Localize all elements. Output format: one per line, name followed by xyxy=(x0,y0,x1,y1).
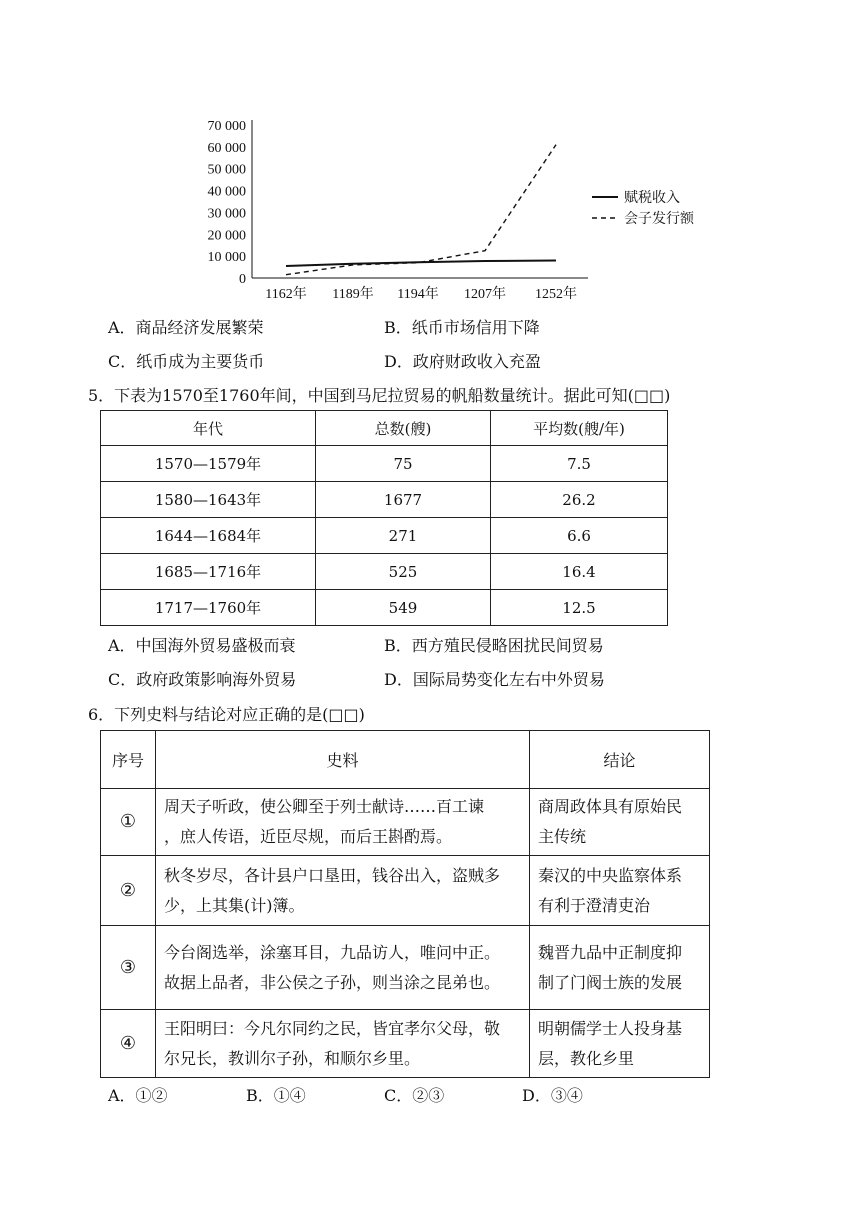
x-tick-label: 1189年 xyxy=(332,287,374,302)
q6-stem: 6．下列史料与结论对应正确的是(□□) xyxy=(88,705,365,724)
conclusion-cell xyxy=(530,1010,710,1078)
q6-option-c[interactable]: C．②③ xyxy=(384,1086,445,1105)
table-cell: 6.6 xyxy=(491,518,668,554)
table-cell: 525 xyxy=(316,554,491,590)
series-layer xyxy=(286,145,556,275)
table-cell: 26.2 xyxy=(491,482,668,518)
table-row xyxy=(101,856,710,926)
table-cell: 75 xyxy=(316,446,491,482)
x-tick-label: 1194年 xyxy=(397,287,439,302)
x-tick-label: 1162年 xyxy=(265,287,307,302)
table-header-cell: 结论 xyxy=(530,731,710,789)
table-header-cell: 序号 xyxy=(101,731,156,789)
q5-option-b[interactable]: B．西方殖民侵略困扰民间贸易 xyxy=(384,636,604,655)
table-cell: 549 xyxy=(316,590,491,626)
q5-stem: 5．下表为1570至1760年间，中国到马尼拉贸易的帆船数量统计。据此可知(□□) xyxy=(88,386,671,405)
chart-legend xyxy=(592,189,695,227)
source-line: 尔兄长，教训尔子孙，和顺尔乡里。 xyxy=(164,1048,421,1068)
table-header-row xyxy=(101,411,668,446)
conclusion-cell xyxy=(530,856,710,926)
conclusion-line: 魏晋九品中正制度抑 xyxy=(538,942,683,962)
conclusion-line: 主传统 xyxy=(538,827,587,846)
legend-label-1: 赋税收入 xyxy=(624,191,680,206)
legend-label-2: 会子发行额 xyxy=(624,212,694,227)
row-number: ③ xyxy=(101,926,156,1010)
q6-option-a[interactable]: A．①② xyxy=(108,1086,168,1105)
table-cell: 1677 xyxy=(316,482,491,518)
table-header-cell: 年代 xyxy=(101,411,316,446)
table-row xyxy=(101,482,668,518)
q4-option-b[interactable]: B．纸币市场信用下降 xyxy=(384,318,540,337)
source-line: 周天子听政，使公卿至于列士献诗……百工谏 xyxy=(164,797,485,816)
table-cell: 271 xyxy=(316,518,491,554)
table-row xyxy=(101,789,710,856)
table-cell: 16.4 xyxy=(491,554,668,590)
y-tick-label: 0 xyxy=(239,272,246,287)
y-tick-label: 40 000 xyxy=(207,184,246,200)
y-tick-label: 20 000 xyxy=(207,228,246,244)
table-row xyxy=(101,926,710,1010)
y-tick-label: 10 000 xyxy=(207,250,246,266)
source-line: 故据上品者，非公侯之子孙，则当涂之昆弟也。 xyxy=(164,972,501,992)
table-cell: 12.5 xyxy=(491,590,668,626)
row-number: ④ xyxy=(101,1010,156,1078)
table-header-cell: 平均数(艘/年) xyxy=(491,411,668,446)
q4-option-d[interactable]: D．政府财政收入充盈 xyxy=(384,352,541,371)
table-row xyxy=(101,518,668,554)
table-header-cell: 总数(艘) xyxy=(316,411,491,446)
y-axis-ticks xyxy=(208,119,247,287)
row-number: ① xyxy=(101,789,156,856)
x-tick-label: 1207年 xyxy=(464,287,506,302)
table-cell: 1685—1716年 xyxy=(101,554,316,590)
y-tick-label: 50 000 xyxy=(207,162,246,178)
source-cell xyxy=(156,926,530,1010)
conclusion-cell xyxy=(530,789,710,856)
conclusion-line: 商周政体具有原始民 xyxy=(538,797,683,816)
source-line: ，庶人传语，近臣尽规，而后王斟酌焉。 xyxy=(164,827,453,846)
y-tick-label: 30 000 xyxy=(207,206,246,222)
q5-option-a[interactable]: A．中国海外贸易盛极而衰 xyxy=(108,636,296,655)
table-cell: 1580—1643年 xyxy=(101,482,316,518)
q5-table xyxy=(100,410,668,626)
source-line: 少，上其集(计)簿。 xyxy=(164,895,305,915)
table-cell: 7.5 xyxy=(491,446,668,482)
table-header-row xyxy=(101,731,710,789)
table-cell: 1570—1579年 xyxy=(101,446,316,482)
x-tick-label: 1252年 xyxy=(535,287,577,302)
conclusion-cell xyxy=(530,926,710,1010)
y-tick-label: 70 000 xyxy=(207,119,246,134)
q4-option-a[interactable]: A．商品经济发展繁荣 xyxy=(108,318,264,337)
source-line: 秋冬岁尽，各计县户口垦田，钱谷出入，盗贼多 xyxy=(164,865,501,885)
q6-option-b[interactable]: B．①④ xyxy=(246,1086,306,1105)
source-cell xyxy=(156,789,530,856)
conclusion-line: 明朝儒学士人投身基 xyxy=(538,1018,683,1038)
conclusion-line: 有利于澄清吏治 xyxy=(538,895,651,915)
q6-table xyxy=(100,730,710,1078)
series-line-1 xyxy=(286,261,556,267)
table-cell: 1644—1684年 xyxy=(101,518,316,554)
table-row xyxy=(101,1010,710,1078)
row-number: ② xyxy=(101,856,156,926)
source-cell xyxy=(156,1010,530,1078)
conclusion-line: 秦汉的中央监察体系 xyxy=(538,865,683,885)
q4-option-c[interactable]: C．纸币成为主要货币 xyxy=(108,352,265,371)
source-cell xyxy=(156,856,530,926)
conclusion-line: 层，教化乡里 xyxy=(538,1048,635,1068)
table-row xyxy=(101,590,668,626)
source-line: 今台阁选举，涂塞耳目，九品访人，唯问中正。 xyxy=(164,942,501,962)
table-cell: 1717—1760年 xyxy=(101,590,316,626)
q6-option-d[interactable]: D．③④ xyxy=(522,1086,583,1105)
x-axis-ticks xyxy=(265,285,577,302)
q5-option-d[interactable]: D．国际局势变化左右中外贸易 xyxy=(384,670,605,689)
table-header-cell: 史料 xyxy=(156,731,530,789)
series-line-2 xyxy=(286,145,556,275)
line-chart xyxy=(190,110,730,310)
q5-option-c[interactable]: C．政府政策影响海外贸易 xyxy=(108,670,297,689)
source-line: 王阳明曰：今凡尔同约之民，皆宜孝尔父母，敬 xyxy=(164,1018,501,1038)
y-tick-label: 60 000 xyxy=(207,140,246,156)
table-row xyxy=(101,446,668,482)
table-row xyxy=(101,554,668,590)
conclusion-line: 制了门阀士族的发展 xyxy=(538,972,683,992)
